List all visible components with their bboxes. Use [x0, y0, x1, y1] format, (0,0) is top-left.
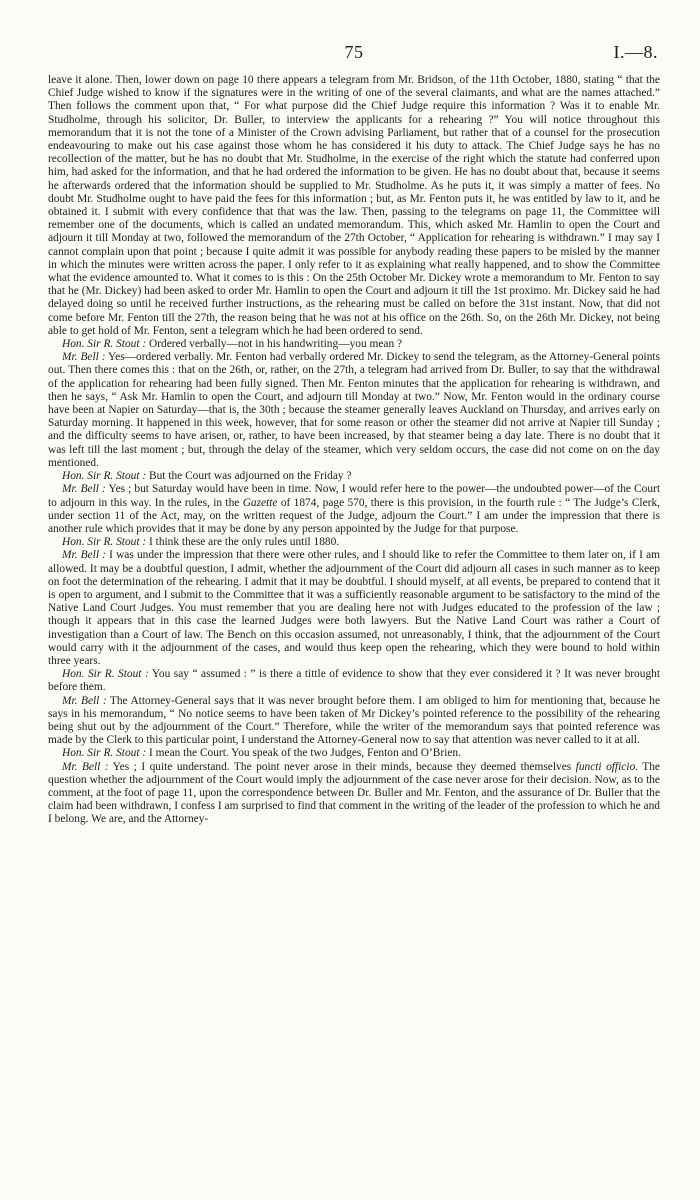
- paragraph-text: leave it alone. Then, lower down on page 10 there appears a telegram from Mr. Bridson, of the 11th October, 1880, stating “ that the Chief Judge wished to know if the signatures were in the writing of one of the several claimants, and what are the names attached.” Then follows the comment upon that, “ For what purpose did the Chief Judge require this information ? Was it to enable Mr. Studholme, through his solicitor, Dr. Buller, to interview the applicants for a rehearing ?” You will notice throughout this memorandum that it is not the tone of a Minister of the Crown advising Parliament, but rather that of a counsel for the prosecution endeavouring to make out his case against those whom he has considered it his duty to attack. The Chief Judge says he has no recollection of the matter, but he has no doubt that Mr. Studholme, in the exercise of the right which the statute had conferred upon him, had asked for the information, and that he had ordered the information to be given. He has no doubt about that, because it seems he afterwards ordered that the information should be supplied to Mr. Studholme. As he puts it, it was simply a matter of fees. No doubt Mr. Studholme ought to have paid the fees for this information ; but, as Mr. Fenton puts it, he was entitled by law to it, and he obtained it. I submit with every confidence that that was the law. Then, passing to the telegrams on page 11, the Committee will remember one of the documents, which is called an undated memorandum. This, which asked Mr. Hamlin to open the Court and adjourn it till Monday at two, followed the memorandum of the 27th October, “ Application for rehearing is withdrawn.” I may say I cannot complain upon that point ; because I quite admit it was possible for anybody reading these papers to be misled by the manner in which the minutes were written across the paper. I only refer to it as explaining what really happened, and to show the Committee what the evidence amounted to. What it comes to is this : On the 25th October Mr. Dickey wrote a memorandum to Mr. Fenton to say that he (Mr. Dickey) had been asked to order Mr. Hamlin to open the Court and adjourn it till the 1st proximo. Mr. Dickey said he had delayed doing so until he received further instructions, as the rehearing must be called on before the 31st instant. Now, that did not come before Mr. Fenton till the 27th, the reason being that he was not at his office on the 26th. So, on the 26th Mr. Dickey, not being able to get hold of Mr. Fenton, sent a telegram which he had been ordered to send.: [48, 74, 660, 337]
- paragraph-text: But the Court was adjourned on the Friday ?: [146, 470, 352, 483]
- paragraph-text: Yes ; I quite understand. The point never arose in their minds, because they deemed themselves: [108, 760, 576, 773]
- paragraph-text: of 1874, page 570, there is this provision, in the fourth rule : “ The Judge’s Clerk, under section 11 of the Act, may, on the written request of the Judge, adjourn the Court.” I am under the impression that there is another rule which provides that it may be done by any person appointed by the Judge for that purpose.: [48, 496, 660, 535]
- speaker-name: Mr. Bell :: [62, 549, 106, 562]
- paragraph-text: You say “ assumed : ” is there a tittle of evidence to show that they ever considered it ? It was never brought before them.: [48, 668, 660, 694]
- paragraph: [48, 338, 660, 351]
- speaker-name: Hon. Sir R. Stout :: [62, 747, 147, 760]
- paragraph-text: The Attorney-General says that it was never brought before them. I am obliged to him for mentioning that, because he says in his memorandum, “ No notice seems to have been taken of Mr Dickey’s pointed reference to the possibility of the rehearing being shut out by the adjournment of the Court.” Therefore, while the writer of the memorandum says that pointed reference was made by the Clerk to this particular point, I understand the Attorney-General now to say that attention was never called to it at all.: [48, 694, 660, 747]
- paragraph: [48, 536, 660, 549]
- paragraph: [48, 761, 660, 827]
- paragraph: [48, 695, 660, 748]
- speaker-name: Hon. Sir R. Stout :: [62, 668, 149, 681]
- paragraph: [48, 747, 660, 760]
- document-reference: I.—8.: [613, 42, 658, 62]
- paragraph: [48, 470, 660, 483]
- paragraph-text: I mean the Court. You speak of the two Judges, Fenton and O’Brien.: [146, 747, 461, 760]
- paragraph-text: I think these are the only rules until 1880.: [146, 536, 340, 549]
- paragraph: [48, 351, 660, 470]
- paragraph: [48, 549, 660, 668]
- paragraph: [48, 483, 660, 536]
- speaker-name: Mr. Bell :: [62, 483, 106, 496]
- speaker-name: Hon. Sir R. Stout :: [62, 536, 147, 549]
- speaker-name: Mr. Bell :: [62, 760, 109, 773]
- italic-text: Gazette: [242, 496, 278, 509]
- paragraph-text: I was under the impression that there were other rules, and I should like to refer the Committee to them later on, if I am allowed. It may be a doubtful question, I admit, whether the adjournment of the Court did adjourn all cases in such manner as to keep on foot the determination of the rehearing. I admit that it may be doubtful. I should myself, at all events, be prepared to contend that it is open to argument, and I submit to the Committee that it was a sufficiently reasonable argument to be satisfactory to the mind of the Native Land Court Judges. You must remember that you are dealing here not with Judges educated to the profession of the law ; though it appears that in this case the learned Judges were both lawyers. But the Native Land Court was rather a Court of investigation than a Court of law. The Bench on this occasion assumed, not unreasonably, I think, that the adjournment of the Court would carry with it the adjournment of the cases, and would thus keep open the rehearing, which they were bound to hold within three years.: [48, 549, 660, 667]
- page-header: [48, 0, 660, 74]
- italic-text: functi officio: [575, 760, 636, 773]
- speaker-name: Hon. Sir R. Stout :: [62, 470, 147, 483]
- body-text: [48, 74, 660, 827]
- speaker-name: Mr. Bell :: [62, 694, 107, 707]
- paragraph-text: Ordered verbally—not in his handwriting—you mean ?: [146, 338, 403, 351]
- paragraph-text: Yes ; but Saturday would have been in time. Now, I would refer here to the power—the undoubted power—of the Court to adjourn in this way. In the rules, in the: [48, 483, 660, 509]
- paragraph: [48, 668, 660, 694]
- speaker-name: Hon. Sir R. Stout :: [62, 338, 147, 351]
- page-number: 75: [344, 42, 364, 62]
- paragraph-text: . The question whether the adjournment of the Court would imply the adjournment of the case never arose for their decision. Now, as to the comment, at the foot of page 11, upon the correspondence between Dr. Buller and Mr. Fenton, and the assurance of Dr. Buller that the claim had been withdrawn, I confess I am surprised to find that comment in the writing of the leader of the profession to which he and I belong. We are, and the Attorney-: [48, 760, 660, 826]
- paragraph-text: Yes—ordered verbally. Mr. Fenton had verbally ordered Mr. Dickey to send the telegram, as the Attorney-General points out. Then there comes this : that on the 26th, or, rather, on the 27th, a telegram had arrived from Dr. Buller, to say that the withdrawal of the application for rehearing had been fully signed. Then Mr. Fenton minutes that the application for rehearing is withdrawn, and then he says, “ Ask Mr. Hamlin to open the Court, and adjourn till Monday at two.” Now, Mr. Fenton would in the ordinary course have been at Napier on Saturday—that is, the 30th ; because the steamer generally leaves Auckland on Thursday, and arrives early on Saturday morning. It happened in this week, however, that for some reason or other the steamer did not arrive at Napier till Sunday ; and the difficulty seems to have arisen, or, rather, to have been increased, by that steamer being a day late. There is no doubt that it was left till the last moment ; but, through the delay of the steamer, which very seldom occurs, the case did not come on on the day mentioned.: [48, 351, 660, 469]
- speaker-name: Mr. Bell :: [62, 351, 106, 364]
- paragraph: [48, 74, 660, 338]
